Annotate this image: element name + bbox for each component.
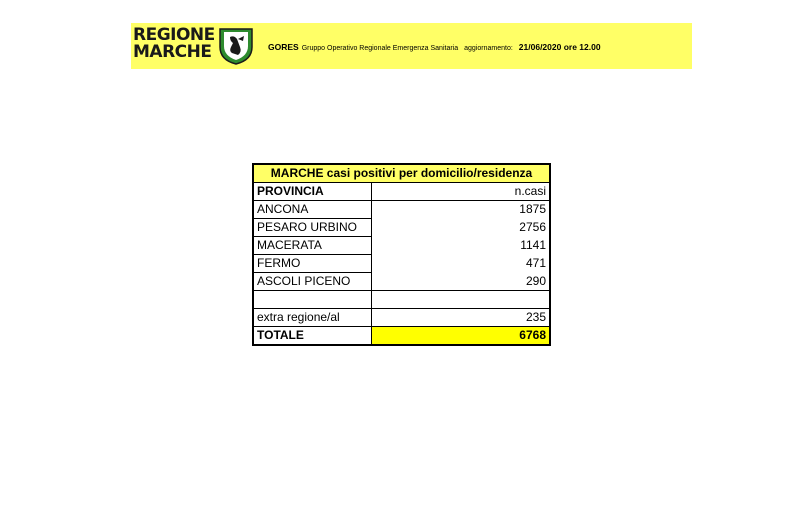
extra-region-label: extra regione/al [253,309,372,327]
total-row [253,327,550,346]
header-info [268,42,601,52]
column-header-cases: n.casi [372,183,551,201]
table-header-row [253,183,550,201]
table-row [253,273,550,291]
empty-cell [253,291,372,309]
total-value: 6768 [372,327,551,346]
regione-marche-logo [133,27,217,61]
province-cell: PESARO URBINO [253,219,372,237]
province-cell: MACERATA [253,237,372,255]
table-row [253,255,550,273]
province-cell: ANCONA [253,201,372,219]
regione-marche-shield-icon [218,27,254,65]
table-row [253,201,550,219]
province-cell: FERMO [253,255,372,273]
logo-line-1: REGIONE [133,25,215,45]
total-label: TOTALE [253,327,372,346]
cases-table [252,163,551,346]
logo-line-2: MARCHE [133,42,212,62]
org-full-name: Gruppo Operativo Regionale Emergenza Sanitaria [301,45,459,52]
cases-cell: 1141 [372,237,551,255]
column-header-province: PROVINCIA [253,183,372,201]
cases-cell: 2756 [372,219,551,237]
table-row [253,219,550,237]
cases-cell: 290 [372,273,551,291]
update-date: 21/06/2020 ore 12.00 [518,42,601,52]
org-short-name: GORES [268,42,299,52]
extra-region-value: 235 [372,309,551,327]
province-cell: ASCOLI PICENO [253,273,372,291]
extra-region-row [253,309,550,327]
table-title: MARCHE casi positivi per domicilio/residenza [253,164,550,183]
empty-cell [372,291,551,309]
empty-row [253,291,550,309]
update-label: aggiornamento: [464,45,513,52]
table-title-row [253,164,550,183]
table-row [253,237,550,255]
cases-cell: 1875 [372,201,551,219]
cases-cell: 471 [372,255,551,273]
header-banner [131,23,692,69]
